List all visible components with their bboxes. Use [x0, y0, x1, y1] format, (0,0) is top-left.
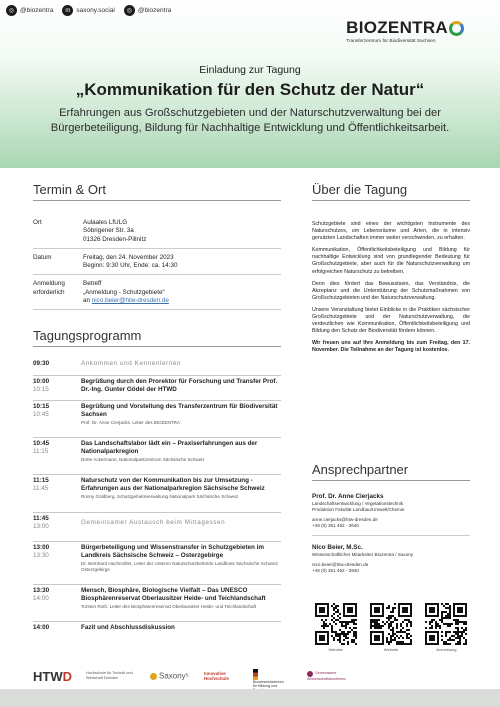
gwk-logo-text: Gemeinsame Wissenschaftskonferenz [307, 671, 346, 681]
termin-heading: Termin & Ort [33, 182, 106, 197]
divider [312, 480, 470, 481]
qr-code-icon [315, 603, 357, 645]
item-end: 13:30 [33, 551, 49, 559]
header-banner [0, 0, 500, 168]
termin-ort-row [33, 219, 281, 244]
divider [33, 541, 281, 542]
contact-email[interactable]: nico.beier@htw-dresden.de [312, 562, 369, 567]
qr-code-icon [370, 603, 412, 645]
programm-item [33, 378, 281, 395]
programm-item [33, 440, 281, 463]
item-start: 11:15 [33, 477, 49, 484]
contact-phone: +49 (0) 351 462 - 3940 [312, 568, 359, 573]
programm-item [33, 477, 281, 500]
ort-line: Aulaales LfULG [83, 219, 128, 226]
htw-logo-text: HTW [33, 669, 63, 684]
datum-line: Freitag, den 24. November 2023 [83, 253, 174, 261]
item-title: Fazit und Abschlussdiskussion [81, 624, 175, 631]
ueber-section [312, 182, 470, 355]
logo-tagline: Transferzentrum für Biodiversität Sachsen [346, 39, 436, 44]
ueber-heading: Über die Tagung [312, 182, 408, 197]
contact-person [312, 544, 470, 574]
item-speaker: Dörte Ackermann, Nationalparkzentrum Sächsische Schweiz [81, 457, 205, 462]
divider [312, 535, 470, 536]
divider [33, 512, 281, 513]
social-label: saxony.social [76, 7, 115, 14]
divider [33, 400, 281, 401]
qr-caption: Website [328, 647, 343, 652]
item-end: 10:45 [33, 410, 49, 418]
programm-heading-block [33, 328, 281, 347]
qr-caption: Website [383, 647, 399, 652]
divider [33, 274, 281, 275]
item-start: 13:00 [33, 544, 50, 551]
page-title: „Kommunikation für den Schutz der Natur“ [75, 80, 425, 99]
datum-line: Beginn: 9:30 Uhr, Ende: ca. 14:30 [83, 262, 178, 270]
termin-datum-row [33, 254, 281, 271]
instagram-icon: ◎ [124, 5, 135, 16]
htw-logo-sub: Hochschule für Technik und Wirtschaft Dresden [86, 671, 133, 680]
divider [33, 437, 281, 438]
ueber-paragraph: Unsere Veranstaltung bietet Einblicke in die Praktiken sächsischer Großschutzgebiete und der Naturschutzverwaltung, die verdeutlichen wie Kommunikation, Öffentlichkeitsbeteiligung und Bildung den Schutz der Biodiversität fördern können. [312, 306, 470, 335]
item-speaker: Torsten Roth, Leiter des Biosphärenreservat Oberlausitzer Heide- und Teichlandschaft [81, 604, 257, 609]
contact-name: Prof. Dr. Anne Cierjacks [312, 493, 384, 500]
contact-line: Produktion Fakultät Landbau/Umwelt/Chemie [312, 507, 405, 512]
item-title: Naturschutz von der Kommunikation bis zur Umsetzung - Erfahrungen aus der Nationalparkregion Sächsische Schweiz [81, 477, 265, 492]
social-link-1[interactable] [6, 5, 53, 16]
kontakt-section [312, 462, 470, 574]
item-end: 11:45 [33, 484, 49, 492]
footer-logos [0, 661, 500, 691]
item-start: 14:00 [33, 624, 50, 631]
item-start: 10:00 [33, 378, 50, 385]
anmeldung-line: Betreff [83, 280, 102, 288]
programm-item [33, 624, 281, 633]
ueber-paragraph: Schutzgebiete sind eines der wichtigsten Instrumente des Naturschutzes, um Lebensräume und Arten, die in intensiv genutzten Landschaften immer weiter verschwinden, zu erhalten. [312, 221, 470, 242]
ueber-call-to-action: Wir freuen uns auf Ihre Anmeldung bis zum Freitag, den 17. November. Die Teilnahme an der Tagung ist kostenlos. [312, 340, 470, 354]
kontakt-heading: Ansprechpartner [312, 462, 409, 477]
bmbf-logo-text: Bundesministerium für Bildung und [253, 680, 284, 689]
qr-code-block[interactable] [312, 603, 359, 652]
programm-item [33, 587, 281, 610]
programm-item [33, 515, 281, 531]
innovative-hochschule-logo: Innovative Hochschule [204, 671, 229, 681]
mastodon-icon: m [62, 5, 73, 16]
social-link-3[interactable] [124, 5, 171, 16]
footer-bar [0, 689, 500, 707]
social-links [6, 5, 171, 16]
contact-line: Wissenschaftlicher Mitarbeiter Biozentra / Saxony [312, 552, 414, 557]
qr-code-row [312, 603, 470, 652]
item-start: 10:15 [33, 403, 50, 410]
item-start: 10:45 [33, 440, 50, 447]
contact-email[interactable]: anne.cierjacks@htw-dresden.de [312, 517, 378, 522]
invite-line: Einladung zur Tagung [199, 64, 301, 76]
ort-line: 01326 Dresden-Pillnitz [83, 235, 147, 243]
item-start: 11:45 [33, 515, 49, 522]
item-speaker: Prof. Dr. Anne Cierjacks, Leiter des BIOZENTRA [81, 420, 181, 425]
contact-line: Landschaftsentwicklung / Vegetationstechnik [312, 501, 404, 506]
contact-person [312, 493, 470, 529]
contact-name: Nico Beier, M.Sc. [312, 544, 363, 551]
item-end: 10:15 [33, 385, 49, 393]
social-link-2[interactable] [62, 5, 115, 16]
item-title: Begrüßung durch den Prorektor für Forschung und Transfer Prof. Dr.-Ing. Gunter Gödel der HTWD [81, 378, 278, 393]
datum-label: Datum [33, 253, 52, 261]
item-title: Gemeinsamer Austausch beim Mittagessen [81, 519, 226, 526]
social-label: @biozentra [137, 7, 172, 14]
anmeldung-label: erforderlich [33, 288, 65, 296]
item-speaker: Ronny Goldberg, Schutzgebietsverwaltung Nationalpark Sächsische Schweiz [81, 494, 239, 499]
programm-item [33, 403, 281, 426]
item-title: Das Landschaftslabor lädt ein – Praxiserfahrungen aus der Nationalparkregion [81, 440, 258, 455]
qr-code-icon [425, 603, 467, 645]
saxony-logo-text: Saxony⁵ [159, 671, 189, 681]
qr-caption: Anmeldung [436, 647, 457, 652]
contact-phone: +49 (0) 351 462 - 3640 [312, 523, 359, 528]
item-end: 14:00 [33, 594, 49, 602]
divider [33, 346, 281, 347]
divider [33, 621, 281, 622]
gwk-logo [307, 671, 347, 681]
divider [33, 375, 281, 376]
item-end: 13:00 [33, 522, 49, 530]
saxony-logo [150, 673, 189, 680]
saxony-dot-icon [150, 673, 157, 680]
social-label: @biozentra [20, 7, 54, 14]
page-subtitle: Erfahrungen aus Großschutzgebieten und der Naturschutzverwaltung bei der Bürgerbeteiligung, Bildung für Nachhaltige Entwicklung und Öffentlichkeitsarbeit. [50, 107, 450, 134]
item-start: 09:30 [33, 360, 50, 367]
divider [33, 309, 281, 310]
divider [33, 584, 281, 585]
ort-label: Ort [33, 219, 42, 226]
item-title: Mensch, Biosphäre, Biologische Vielfalt – Das UNESCO Biosphärenreservat Oberlausitzer Heide- und Teichlandschaft [81, 587, 266, 602]
anmeldung-line: „Anmeldung - Schutzgebiete“ [83, 288, 165, 296]
termin-section [33, 182, 281, 310]
qr-code-block[interactable] [423, 603, 470, 652]
qr-code-block[interactable] [367, 603, 414, 652]
biozentra-logo [346, 18, 464, 44]
htw-logo [33, 670, 72, 684]
anmeldung-email-link[interactable]: nico.beier@htw-dresden.de [91, 297, 169, 305]
item-start: 13:30 [33, 587, 50, 594]
divider [33, 248, 281, 249]
ort-line: Söbrigener Str. 3a [83, 227, 134, 235]
item-title: Bürgerbeteiligung und Wissenstransfer in Schutzgebieten im Landkreis Sächsische Schweiz – Osterzgebirge [81, 544, 264, 559]
ueber-paragraph: Kommunikation, Öffentlichkeitsbeteiligung und Bildung für nachhaltige Entwicklung sind von grundlegender Bedeutung für Großschutzgebiete, aber auch für die Naturschutzverwaltung um erfolgreichen Naturschutz zu betreiben. [312, 247, 470, 275]
programm-item [33, 360, 281, 369]
bmbf-eagle-icon [253, 669, 258, 680]
htw-logo-d: D [62, 669, 72, 684]
item-title: Ankommen und Kennenlernen [81, 360, 182, 367]
ueber-paragraph: Denn dies fördert das Bewusstsein, das Verständnis, die Akzeptanz und die Unterstützung der Schutzmaßnahmen von Großschutzgebieten und der Naturschutzverwaltung. [312, 280, 470, 301]
termin-anmeldung-row [33, 280, 281, 305]
programm-heading: Tagungsprogramm [33, 328, 142, 343]
logo-word: BIOZENTRA [346, 18, 448, 37]
item-title: Begrüßung und Vorstellung des Transferzentrum für Biodiversität Sachsen [81, 403, 278, 418]
item-end: 11:15 [33, 447, 49, 455]
item-speaker: Dr. Bernhard Hachmöller, Leiter der Unteren Naturschutzbehörde Landkreis Sächsische Schweiz Osterzgebirge [81, 561, 278, 572]
logo-ring-icon [449, 21, 464, 36]
instagram-icon: ◎ [6, 5, 17, 16]
divider [33, 474, 281, 475]
anmeldung-label: Anmeldung [33, 280, 65, 288]
anmeldung-prefix: an [83, 297, 91, 305]
programm-item [33, 544, 281, 573]
